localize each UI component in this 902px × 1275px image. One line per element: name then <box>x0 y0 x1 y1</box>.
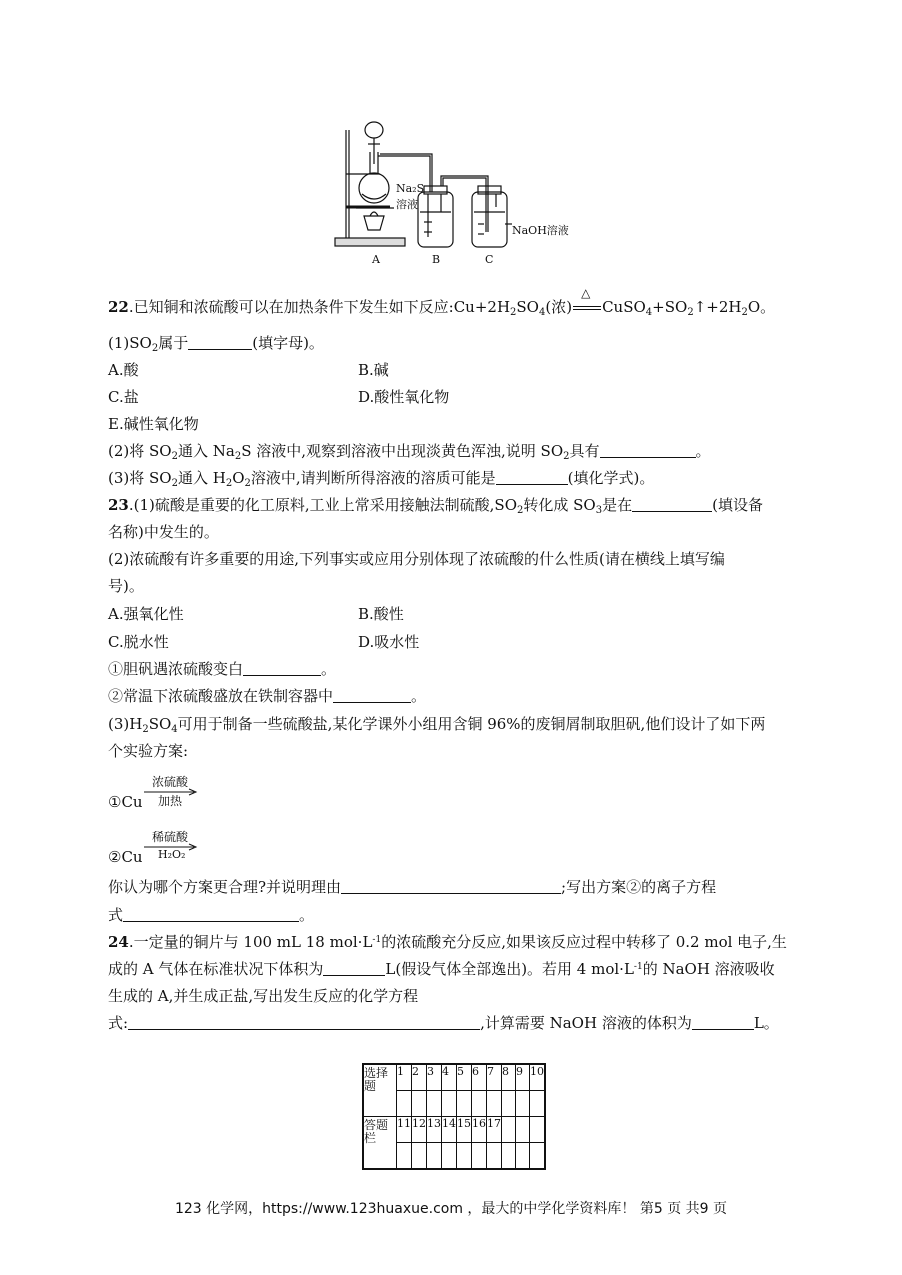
table-cell <box>516 1117 530 1143</box>
answer-blank[interactable] <box>692 1015 754 1030</box>
answer-blank[interactable] <box>123 907 299 922</box>
q23-line1: 23.(1)硫酸是重要的化工原料,工业上常采用接触法制硫酸$,SO_2$转化成 $SO_3$是在 (填设备 <box>108 496 763 516</box>
plan2-start: ②Cu <box>108 848 143 866</box>
answer-cell[interactable] <box>412 1091 427 1117</box>
answer-cell[interactable] <box>397 1143 412 1170</box>
plan2-condition: H₂O₂ <box>158 848 186 861</box>
plan1-start: ①Cu <box>108 793 143 811</box>
answer-cell[interactable] <box>412 1143 427 1170</box>
answer-blank[interactable] <box>333 688 411 703</box>
answer-blank[interactable] <box>600 443 696 458</box>
answer-blank[interactable] <box>632 497 712 512</box>
answer-cell[interactable] <box>502 1091 516 1117</box>
option-b: B.碱 <box>358 361 389 379</box>
table-cell <box>530 1117 546 1143</box>
experiment-apparatus-figure <box>330 112 590 267</box>
answer-cell[interactable] <box>427 1091 442 1117</box>
label-a: A <box>372 253 380 266</box>
answer-cell[interactable] <box>427 1143 442 1170</box>
table-cell: 9 <box>516 1064 530 1091</box>
answer-blank[interactable] <box>323 961 385 976</box>
q23-item1: ①胆矾遇浓硫酸变白 。 <box>108 660 337 678</box>
answer-blank[interactable] <box>496 470 568 485</box>
answer-cell[interactable] <box>487 1143 502 1170</box>
option-d: D.吸水性 <box>358 633 420 651</box>
q24-number: 24 <box>108 933 129 951</box>
answer-blank[interactable] <box>128 1015 480 1030</box>
page-footer: 123 化学网，https://www.123huaxue.com ，最大的中学化学资料库！ 第5 页 共9 页 <box>174 1201 728 1217</box>
table-cell: 16 <box>472 1117 487 1143</box>
answer-cell[interactable] <box>397 1091 412 1117</box>
table-header-answer: 答题栏 <box>363 1117 397 1170</box>
table-cell: 7 <box>487 1064 502 1091</box>
answer-cell[interactable] <box>472 1143 487 1170</box>
table-cell: 2 <box>412 1064 427 1091</box>
table-cell: 17 <box>487 1117 502 1143</box>
answer-cell[interactable] <box>457 1091 472 1117</box>
q23-line3: (2)浓硫酸有许多重要的用途,下列事实或应用分别体现了浓硫酸的什么性质(请在横线上填写编 <box>108 550 725 568</box>
q24-line4: 式: ,计算需要 NaOH 溶液的体积为 L。 <box>108 1014 779 1032</box>
answer-cell[interactable] <box>502 1143 516 1170</box>
q22-stem: 22.已知铜和浓硫酸可以在加热条件下发生如下反应$:Cu+2H_2SO_4$(浓) △ $CuSO_4+SO_2↑+2H_2O$。 <box>108 297 775 317</box>
label-naoh-solution: NaOH溶液 <box>512 224 569 237</box>
answer-cell[interactable] <box>472 1091 487 1117</box>
q22-part3: (3)将 $SO_2$通入 $H_2O_2$溶液中,请判断所得溶液的溶质可能是 (填化学式)。 <box>108 469 655 489</box>
q23-line2: 名称)中发生的。 <box>108 523 219 541</box>
q23-line4: 号)。 <box>108 577 144 595</box>
plan1-reagent: 浓硫酸 <box>152 775 189 789</box>
q22-number: 22 <box>108 298 129 316</box>
table-cell <box>502 1117 516 1143</box>
q23-reason-line: 你认为哪个方案更合理?并说明理由 ;写出方案②的离子方程 <box>108 878 717 896</box>
option-a: A.酸 <box>108 361 139 379</box>
q24-line3: 生成的 A,并生成正盐,写出发生反应的化学方程 <box>108 987 419 1005</box>
q22-part2: (2)将 $SO_2$通入 $Na_2S$ 溶液中,观察到溶液中出现淡黄色浑浊,说明 $SO_2$具有 。 <box>108 442 711 462</box>
option-b: B.酸性 <box>358 605 404 623</box>
q23-part3-line1: $(3)H_2SO_4$可用于制备一些硫酸盐,某化学课外小组用含铜 96%的废铜屑制取胆矾,他们设计了如下两 <box>108 715 766 735</box>
answer-cell[interactable] <box>516 1091 530 1117</box>
answer-cell[interactable] <box>457 1143 472 1170</box>
option-c: C.盐 <box>108 388 139 406</box>
table-cell: 6 <box>472 1064 487 1091</box>
table-cell: 4 <box>442 1064 457 1091</box>
table-row <box>363 1117 545 1143</box>
heat-symbol: △ <box>581 286 591 300</box>
q23-equation-line: 式 。 <box>108 906 315 924</box>
q24-line1: 24.一定量的铜片与 100 mL 18 $mol\cdot L^{-1}$的浓硫酸充分反应,如果该反应过程中转移了 0.2 mol 电子,生 <box>108 933 787 951</box>
label-c: C <box>485 253 494 266</box>
table-cell: 10 <box>530 1064 546 1091</box>
q23-options-ab <box>108 604 404 624</box>
q23-item2: ②常温下浓硫酸盛放在铁制容器中 。 <box>108 687 427 705</box>
q22-option-e: E.碱性氧化物 <box>108 415 199 433</box>
answer-blank[interactable] <box>341 879 561 894</box>
table-header-choice: 选择题 <box>363 1064 397 1117</box>
table-cell: 1 <box>397 1064 412 1091</box>
label-solution: 溶液 <box>396 198 418 211</box>
answer-cell[interactable] <box>530 1091 546 1117</box>
table-cell: 13 <box>427 1117 442 1143</box>
q24-line2: 成的 A 气体在标准状况下体积为 L(假设气体全部逸出)。若用 4 $mol\cdot L^{-1}$的 NaOH 溶液吸收 <box>108 960 775 978</box>
q22-part1: $(1)SO_2$属于 (填字母)。 <box>108 334 324 354</box>
table-cell: 14 <box>442 1117 457 1143</box>
option-a: A.强氧化性 <box>108 605 184 623</box>
answer-cell[interactable] <box>487 1091 502 1117</box>
table-row <box>363 1064 545 1091</box>
answer-cell[interactable] <box>442 1143 457 1170</box>
answer-blank[interactable] <box>188 335 252 350</box>
plan1-condition: 加热 <box>158 794 183 808</box>
q23-options-cd <box>108 632 420 652</box>
plan2-reagent: 稀硫酸 <box>152 830 189 844</box>
table-cell: 11 <box>397 1117 412 1143</box>
q22-options-ab <box>108 360 389 380</box>
table-cell: 5 <box>457 1064 472 1091</box>
option-c: C.脱水性 <box>108 633 169 651</box>
q22-options-cd <box>108 387 450 407</box>
table-cell: 12 <box>412 1117 427 1143</box>
q23-number: 23 <box>108 496 129 514</box>
label-na2s: Na₂S <box>396 182 425 195</box>
option-d: D.酸性氧化物 <box>358 388 450 406</box>
table-cell: 3 <box>427 1064 442 1091</box>
answer-table <box>362 1063 546 1170</box>
table-cell: 15 <box>457 1117 472 1143</box>
q23-part3-line2: 个实验方案: <box>108 742 189 760</box>
table-cell: 8 <box>502 1064 516 1091</box>
answer-cell[interactable] <box>530 1143 546 1170</box>
answer-cell[interactable] <box>442 1091 457 1117</box>
answer-cell[interactable] <box>516 1143 530 1170</box>
label-b: B <box>432 253 441 266</box>
answer-blank[interactable] <box>243 661 321 676</box>
